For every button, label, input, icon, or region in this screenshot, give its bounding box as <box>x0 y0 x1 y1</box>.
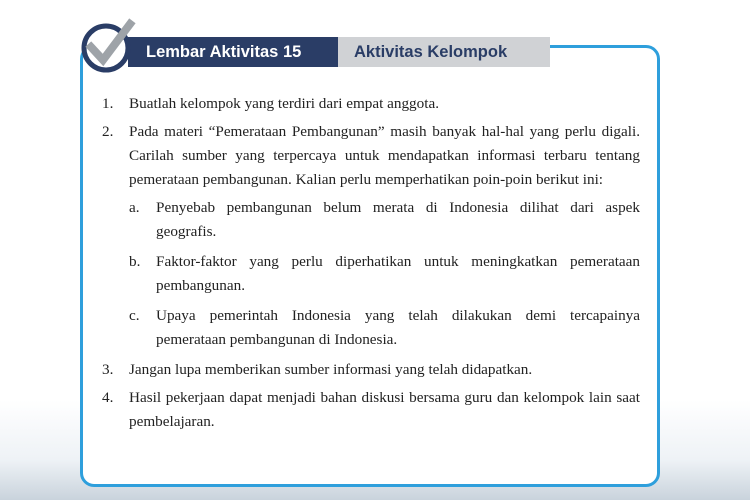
list-item: 1. Buatlah kelompok yang terdiri dari empat anggota. <box>102 95 439 112</box>
checkmark-badge-icon <box>80 18 136 74</box>
sub-list-item: a. Penyebab pembangunan belum merata di Indonesia dilihat dari aspek geografis. <box>129 199 640 240</box>
list-item: 2. Pada materi “Pemerataan Pembangunan” masih banyak hal-hal yang perlu digali. Carilah sumber yang terpercaya untuk mendapatkan informasi terbaru tentang pemerataan pembangunan. Kalian perlu memperhatikan poin-poin berikut ini: <box>102 123 640 188</box>
sub-list-item: c. Upaya pemerintah Indonesia yang telah dilakukan demi tercapainya pemerataan pembangunan di Indonesia. <box>129 307 640 348</box>
list-item: 4. Hasil pekerjaan dapat menjadi bahan diskusi bersama guru dan kelompok lain saat pembelajaran. <box>102 389 640 430</box>
activity-type: Aktivitas Kelompok <box>338 37 550 67</box>
activity-title: Lembar Aktivitas 15 <box>128 37 338 67</box>
list-item: 3. Jangan lupa memberikan sumber informasi yang telah didapatkan. <box>102 361 533 378</box>
activity-content <box>102 92 640 438</box>
sub-list-item: b. Faktor-faktor yang perlu diperhatikan untuk meningkatkan pemerataan pembangunan. <box>129 253 640 294</box>
activity-header <box>128 37 550 67</box>
